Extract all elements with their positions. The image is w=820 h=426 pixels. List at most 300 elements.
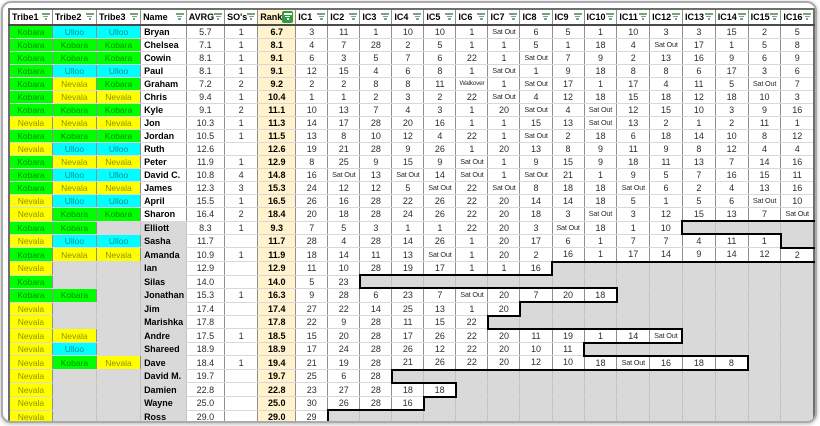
ic-cell[interactable] [748, 275, 781, 288]
ic-cell[interactable] [552, 397, 584, 411]
column-header-ic2[interactable] [328, 9, 360, 25]
avrg-cell[interactable]: 5.7 [186, 25, 224, 39]
tribe-cell[interactable] [96, 316, 140, 329]
ic-cell[interactable] [328, 410, 360, 423]
ic-cell[interactable]: 7 [392, 52, 424, 65]
ic-cell[interactable]: 8 [392, 78, 424, 91]
ic-cell[interactable]: 6 [781, 65, 814, 78]
filter-icon[interactable] [86, 13, 94, 21]
ic-cell[interactable] [781, 410, 814, 423]
ic-cell[interactable] [584, 262, 617, 276]
ic-cell[interactable] [488, 410, 520, 423]
ic-cell[interactable]: 8 [617, 65, 650, 78]
ic-cell[interactable]: 11 [392, 316, 424, 329]
ic-cell[interactable]: 17 [617, 248, 650, 262]
ic-cell[interactable]: 22 [456, 91, 488, 104]
tribe-cell[interactable]: Kobara [9, 275, 52, 288]
tribe-cell[interactable]: Kobara [9, 156, 52, 169]
ic-cell[interactable]: 2 [328, 78, 360, 91]
tribe-cell[interactable] [52, 275, 96, 288]
name-cell[interactable]: Ruth [141, 143, 187, 156]
ic-cell[interactable]: 18 [682, 356, 715, 370]
ic-cell[interactable]: 15 [328, 65, 360, 78]
ic-cell[interactable]: 16 [424, 117, 456, 130]
sos-cell[interactable] [225, 275, 258, 288]
ic-cell[interactable] [360, 410, 392, 423]
ic-cell[interactable]: 20 [488, 248, 520, 262]
sos-cell[interactable]: 1 [225, 221, 258, 234]
ic-cell[interactable]: 11 [360, 248, 392, 262]
ic-cell[interactable] [617, 343, 650, 356]
ic-cell[interactable]: Sat Out [488, 25, 520, 39]
ic-cell[interactable]: 16 [715, 169, 748, 182]
ic-cell[interactable]: 1 [584, 248, 617, 262]
filter-icon[interactable] [477, 13, 485, 21]
ic-cell[interactable]: 10 [296, 104, 328, 117]
tribe-cell[interactable]: Kobara [52, 104, 96, 117]
tribe-cell[interactable] [52, 410, 96, 423]
tribe-cell[interactable]: Nevala [52, 117, 96, 130]
ic-cell[interactable]: 20 [328, 329, 360, 343]
sos-cell[interactable]: 1 [225, 117, 258, 130]
ic-cell[interactable]: 6 [617, 130, 650, 143]
sos-cell[interactable]: 1 [225, 130, 258, 143]
sos-cell[interactable]: 1 [225, 248, 258, 262]
ic-cell[interactable]: 3 [617, 208, 650, 222]
rank-cell[interactable]: 15.3 [258, 182, 296, 195]
column-header-tribe2[interactable] [52, 9, 96, 25]
ic-cell[interactable]: 6 [552, 234, 584, 248]
ic-cell[interactable]: 21 [552, 169, 584, 182]
ic-cell[interactable]: 19 [328, 356, 360, 370]
ic-cell[interactable] [748, 397, 781, 411]
tribe-cell[interactable]: Nevala [9, 234, 52, 248]
ic-cell[interactable]: 2 [781, 248, 814, 262]
ic-cell[interactable] [520, 275, 552, 288]
tribe-cell[interactable]: Ulloo [52, 143, 96, 156]
ic-cell[interactable] [552, 370, 584, 383]
tribe-cell[interactable] [52, 262, 96, 276]
ic-cell[interactable]: 22 [296, 316, 328, 329]
ic-cell[interactable]: 10 [424, 25, 456, 39]
tribe-cell[interactable] [96, 397, 140, 411]
ic-cell[interactable]: 28 [360, 383, 392, 397]
ic-cell[interactable] [617, 275, 650, 288]
ic-cell[interactable]: 6 [296, 52, 328, 65]
ic-cell[interactable] [617, 316, 650, 329]
ic-cell[interactable]: 1 [488, 169, 520, 182]
rank-cell[interactable]: 18.9 [258, 343, 296, 356]
ic-cell[interactable] [682, 343, 715, 356]
ic-cell[interactable]: 1 [328, 91, 360, 104]
ic-cell[interactable]: 28 [360, 343, 392, 356]
ic-cell[interactable]: 20 [552, 288, 584, 302]
ic-cell[interactable]: 1 [617, 221, 650, 234]
sos-cell[interactable]: 1 [225, 65, 258, 78]
tribe-cell[interactable]: Nevala [9, 262, 52, 276]
ic-cell[interactable]: Sat Out [488, 91, 520, 104]
ic-cell[interactable]: 14 [715, 248, 748, 262]
ic-cell[interactable]: 14 [360, 302, 392, 316]
ic-cell[interactable]: 12 [748, 248, 781, 262]
tribe-cell[interactable]: Nevala [9, 302, 52, 316]
ic-cell[interactable]: 16 [328, 195, 360, 208]
ic-cell[interactable]: 4 [552, 104, 584, 117]
ic-cell[interactable]: 1 [296, 91, 328, 104]
ic-cell[interactable]: 26 [392, 343, 424, 356]
ic-cell[interactable]: 17 [328, 117, 360, 130]
rank-cell[interactable]: 10.4 [258, 91, 296, 104]
ic-cell[interactable]: 7 [617, 234, 650, 248]
ic-cell[interactable]: 5 [715, 78, 748, 91]
ic-cell[interactable]: Sat Out [650, 329, 683, 343]
ic-cell[interactable]: 22 [456, 195, 488, 208]
ic-cell[interactable]: 13 [650, 52, 683, 65]
tribe-cell[interactable]: Nevala [9, 370, 52, 383]
ic-cell[interactable]: 11 [424, 78, 456, 91]
ic-cell[interactable] [584, 275, 617, 288]
rank-cell[interactable]: 17.8 [258, 316, 296, 329]
avrg-cell[interactable]: 11.9 [186, 156, 224, 169]
rank-cell[interactable]: 16.5 [258, 195, 296, 208]
ic-cell[interactable]: 10 [650, 221, 683, 234]
ic-cell[interactable]: 3 [424, 104, 456, 117]
ic-cell[interactable]: 5 [748, 39, 781, 52]
ic-cell[interactable] [781, 302, 814, 316]
ic-cell[interactable]: Sat Out [488, 65, 520, 78]
ic-cell[interactable] [552, 316, 584, 329]
ic-cell[interactable]: 9 [715, 52, 748, 65]
ic-cell[interactable] [456, 383, 488, 397]
ic-cell[interactable] [748, 370, 781, 383]
ic-cell[interactable] [520, 316, 552, 329]
ic-cell[interactable]: 17 [715, 65, 748, 78]
tribe-cell[interactable]: Nevala [52, 248, 96, 262]
ic-cell[interactable]: 25 [328, 156, 360, 169]
ic-cell[interactable] [715, 397, 748, 411]
ic-cell[interactable]: 18 [617, 156, 650, 169]
ic-cell[interactable]: 20 [392, 117, 424, 130]
ic-cell[interactable] [617, 397, 650, 411]
ic-cell[interactable]: 3 [715, 104, 748, 117]
rank-cell[interactable]: 11.5 [258, 130, 296, 143]
ic-cell[interactable]: 18 [584, 65, 617, 78]
ic-cell[interactable]: Sat Out [552, 221, 584, 234]
ic-cell[interactable]: 2 [748, 25, 781, 39]
ic-cell[interactable] [520, 410, 552, 423]
ic-cell[interactable]: 13 [682, 156, 715, 169]
ic-cell[interactable]: 16 [781, 156, 814, 169]
name-cell[interactable]: Jordan [141, 130, 187, 143]
ic-cell[interactable]: 22 [328, 302, 360, 316]
ic-cell[interactable]: 13 [360, 169, 392, 182]
ic-cell[interactable]: 28 [360, 397, 392, 411]
ic-cell[interactable] [781, 316, 814, 329]
ic-cell[interactable]: 3 [682, 25, 715, 39]
ic-cell[interactable] [488, 383, 520, 397]
ic-cell[interactable]: 11 [781, 169, 814, 182]
name-cell[interactable]: Silas [141, 275, 187, 288]
ic-cell[interactable]: 14 [650, 248, 683, 262]
ic-cell[interactable] [650, 383, 683, 397]
ic-cell[interactable]: 11 [296, 262, 328, 276]
ic-cell[interactable] [650, 316, 683, 329]
ic-cell[interactable]: 9 [617, 169, 650, 182]
rank-cell[interactable]: 12.6 [258, 143, 296, 156]
ic-cell[interactable]: Walkover [456, 78, 488, 91]
ic-cell[interactable]: 9 [520, 156, 552, 169]
ic-cell[interactable] [781, 343, 814, 356]
tribe-cell[interactable] [52, 383, 96, 397]
name-cell[interactable]: Jon [141, 117, 187, 130]
ic-cell[interactable]: 11 [682, 78, 715, 91]
ic-cell[interactable]: Sat Out [584, 208, 617, 222]
ic-cell[interactable]: 5 [617, 195, 650, 208]
name-cell[interactable]: Jim [141, 302, 187, 316]
ic-cell[interactable]: 10 [748, 91, 781, 104]
avrg-cell[interactable]: 25.0 [186, 397, 224, 411]
ic-cell[interactable]: 4 [360, 65, 392, 78]
ic-cell[interactable]: 15 [296, 329, 328, 343]
ic-cell[interactable] [748, 356, 781, 370]
ic-cell[interactable]: 17 [424, 262, 456, 276]
ic-cell[interactable]: 1 [392, 221, 424, 234]
avrg-cell[interactable]: 10.8 [186, 169, 224, 182]
ic-cell[interactable]: 28 [360, 117, 392, 130]
ic-cell[interactable] [748, 288, 781, 302]
ic-cell[interactable] [682, 262, 715, 276]
rank-cell[interactable]: 9.2 [258, 78, 296, 91]
avrg-cell[interactable]: 19.7 [186, 370, 224, 383]
rank-cell[interactable]: 18.4 [258, 208, 296, 222]
tribe-cell[interactable]: Kobara [9, 182, 52, 195]
ic-cell[interactable]: 28 [360, 143, 392, 156]
column-header-ic9[interactable] [552, 9, 584, 25]
ic-cell[interactable]: 18 [584, 356, 617, 370]
ic-cell[interactable]: 19 [296, 143, 328, 156]
ic-cell[interactable]: 28 [360, 39, 392, 52]
ic-cell[interactable]: 6 [650, 182, 683, 195]
ic-cell[interactable]: 14 [552, 195, 584, 208]
sos-cell[interactable] [225, 262, 258, 276]
filter-icon[interactable] [542, 13, 550, 21]
ic-cell[interactable]: 26 [424, 329, 456, 343]
column-header-ic15[interactable] [748, 9, 781, 25]
tribe-cell[interactable]: Kobara [9, 130, 52, 143]
ic-cell[interactable]: 1 [456, 143, 488, 156]
name-cell[interactable]: David M. [141, 370, 187, 383]
ic-cell[interactable]: 7 [328, 39, 360, 52]
ic-cell[interactable]: 18 [650, 130, 683, 143]
column-header-ic3[interactable] [360, 9, 392, 25]
tribe-cell[interactable]: Kobara [9, 104, 52, 117]
tribe-cell[interactable]: Kobara [52, 221, 96, 234]
tribe-cell[interactable] [96, 288, 140, 302]
tribe-cell[interactable]: Ulloo [96, 143, 140, 156]
ic-cell[interactable]: 1 [650, 195, 683, 208]
ic-cell[interactable]: 28 [360, 262, 392, 276]
ic-cell[interactable]: 28 [360, 370, 392, 383]
ic-cell[interactable]: 5 [296, 275, 328, 288]
ic-cell[interactable] [650, 397, 683, 411]
ic-cell[interactable]: 12 [296, 65, 328, 78]
ic-cell[interactable]: 21 [296, 356, 328, 370]
ic-cell[interactable]: 17 [682, 39, 715, 52]
sos-cell[interactable] [225, 397, 258, 411]
ic-cell[interactable]: 12 [650, 208, 683, 222]
ic-cell[interactable]: 4 [682, 234, 715, 248]
column-header-avrg[interactable] [186, 9, 224, 25]
ic-cell[interactable] [682, 288, 715, 302]
filter-icon[interactable] [509, 13, 517, 21]
ic-cell[interactable]: 9 [328, 316, 360, 329]
name-cell[interactable]: Sharon [141, 208, 187, 222]
filter-icon[interactable] [413, 13, 421, 21]
rank-cell[interactable]: 9.1 [258, 65, 296, 78]
column-header-ic10[interactable] [584, 9, 617, 25]
ic-cell[interactable]: 12 [520, 356, 552, 370]
ic-cell[interactable] [456, 275, 488, 288]
ic-cell[interactable]: 14 [748, 156, 781, 169]
tribe-cell[interactable] [96, 343, 140, 356]
ic-cell[interactable]: 18 [584, 221, 617, 234]
rank-cell[interactable]: 9.1 [258, 52, 296, 65]
tribe-cell[interactable]: Ulloo [52, 343, 96, 356]
ic-cell[interactable]: 8 [650, 65, 683, 78]
rank-cell[interactable]: 22.8 [258, 383, 296, 397]
tribe-cell[interactable]: Nevala [96, 182, 140, 195]
ic-cell[interactable]: 4 [617, 39, 650, 52]
ic-cell[interactable]: 8 [748, 130, 781, 143]
ic-cell[interactable]: 3 [748, 65, 781, 78]
ic-cell[interactable]: 26 [424, 356, 456, 370]
ic-cell[interactable]: 4 [781, 143, 814, 156]
ic-cell[interactable]: 16 [392, 397, 424, 411]
ic-cell[interactable]: Sat Out [781, 208, 814, 222]
ic-cell[interactable]: 9 [584, 52, 617, 65]
ic-cell[interactable]: 22 [456, 343, 488, 356]
ic-cell[interactable]: 13 [552, 117, 584, 130]
ic-cell[interactable]: 6 [424, 52, 456, 65]
tribe-cell[interactable] [52, 302, 96, 316]
ic-cell[interactable] [392, 410, 424, 423]
ic-cell[interactable] [715, 288, 748, 302]
ic-cell[interactable] [520, 383, 552, 397]
sos-cell[interactable] [225, 343, 258, 356]
ic-cell[interactable] [715, 316, 748, 329]
sos-cell[interactable] [225, 302, 258, 316]
ic-cell[interactable]: 20 [488, 143, 520, 156]
name-cell[interactable]: Bryan [141, 25, 187, 39]
ic-cell[interactable] [682, 302, 715, 316]
ic-cell[interactable] [584, 343, 617, 356]
tribe-cell[interactable]: Nevala [96, 91, 140, 104]
ic-cell[interactable]: 7 [296, 221, 328, 234]
ic-cell[interactable] [456, 410, 488, 423]
tribe-cell[interactable]: Kobara [52, 130, 96, 143]
sos-cell[interactable]: 2 [225, 78, 258, 91]
ic-cell[interactable]: 2 [715, 117, 748, 130]
ic-cell[interactable]: 9 [650, 143, 683, 156]
ic-cell[interactable]: 8 [520, 182, 552, 195]
tribe-cell[interactable] [96, 221, 140, 234]
column-header-ic14[interactable] [715, 9, 748, 25]
ic-cell[interactable]: 14 [328, 248, 360, 262]
ic-cell[interactable]: 1 [584, 329, 617, 343]
ic-cell[interactable]: 20 [488, 288, 520, 302]
column-header-ic16[interactable] [781, 9, 814, 25]
column-header-tribe3[interactable] [96, 9, 140, 25]
ic-cell[interactable]: 14 [617, 329, 650, 343]
ic-cell[interactable]: 6 [748, 52, 781, 65]
ic-cell[interactable]: 17 [392, 329, 424, 343]
ic-cell[interactable]: 10 [682, 104, 715, 117]
ic-cell[interactable]: 9 [392, 143, 424, 156]
ic-cell[interactable] [781, 275, 814, 288]
tribe-cell[interactable]: Nevala [9, 195, 52, 208]
ic-cell[interactable]: 8 [682, 143, 715, 156]
ic-cell[interactable]: 13 [424, 302, 456, 316]
ic-cell[interactable]: 16 [650, 356, 683, 370]
ic-cell[interactable]: 10 [617, 25, 650, 39]
avrg-cell[interactable]: 18.9 [186, 343, 224, 356]
ic-cell[interactable]: 1 [748, 234, 781, 248]
tribe-cell[interactable]: Ulloo [52, 25, 96, 39]
ic-cell[interactable]: 9 [296, 288, 328, 302]
ic-cell[interactable]: Sat Out [520, 104, 552, 117]
ic-cell[interactable]: 9 [584, 156, 617, 169]
ic-cell[interactable] [682, 397, 715, 411]
ic-cell[interactable]: 8 [781, 39, 814, 52]
filter-icon[interactable] [381, 13, 389, 21]
ic-cell[interactable] [392, 275, 424, 288]
ic-cell[interactable]: 6 [520, 25, 552, 39]
ic-cell[interactable]: 13 [328, 104, 360, 117]
avrg-cell[interactable]: 29.0 [186, 410, 224, 423]
ic-cell[interactable]: Sat Out [520, 78, 552, 91]
ic-cell[interactable]: Sat Out [520, 52, 552, 65]
ic-cell[interactable]: 5 [520, 39, 552, 52]
ic-cell[interactable]: 13 [520, 143, 552, 156]
tribe-cell[interactable]: Ulloo [96, 234, 140, 248]
ic-cell[interactable] [552, 410, 584, 423]
ic-cell[interactable]: 15 [552, 156, 584, 169]
ic-cell[interactable] [584, 316, 617, 329]
ic-cell[interactable]: 22 [456, 130, 488, 143]
ic-cell[interactable]: 12 [781, 130, 814, 143]
ic-cell[interactable]: 22 [456, 208, 488, 222]
ic-cell[interactable]: Sat Out [392, 169, 424, 182]
ic-cell[interactable] [715, 302, 748, 316]
avrg-cell[interactable]: 8.3 [186, 221, 224, 234]
ic-cell[interactable] [617, 262, 650, 276]
ic-cell[interactable] [584, 410, 617, 423]
ic-cell[interactable] [781, 370, 814, 383]
ic-cell[interactable]: 2 [650, 117, 683, 130]
tribe-cell[interactable]: Kobara [96, 208, 140, 222]
ic-cell[interactable]: 4 [650, 78, 683, 91]
ic-cell[interactable]: 10 [552, 356, 584, 370]
tribe-cell[interactable]: Kobara [9, 39, 52, 52]
ic-cell[interactable]: 11 [520, 329, 552, 343]
rank-cell[interactable]: 12.9 [258, 156, 296, 169]
ic-cell[interactable]: Sat Out [617, 356, 650, 370]
ic-cell[interactable] [617, 288, 650, 302]
sos-cell[interactable]: 1 [225, 195, 258, 208]
ic-cell[interactable]: 1 [488, 262, 520, 276]
ic-cell[interactable]: 8 [552, 143, 584, 156]
tribe-cell[interactable]: Ulloo [52, 195, 96, 208]
